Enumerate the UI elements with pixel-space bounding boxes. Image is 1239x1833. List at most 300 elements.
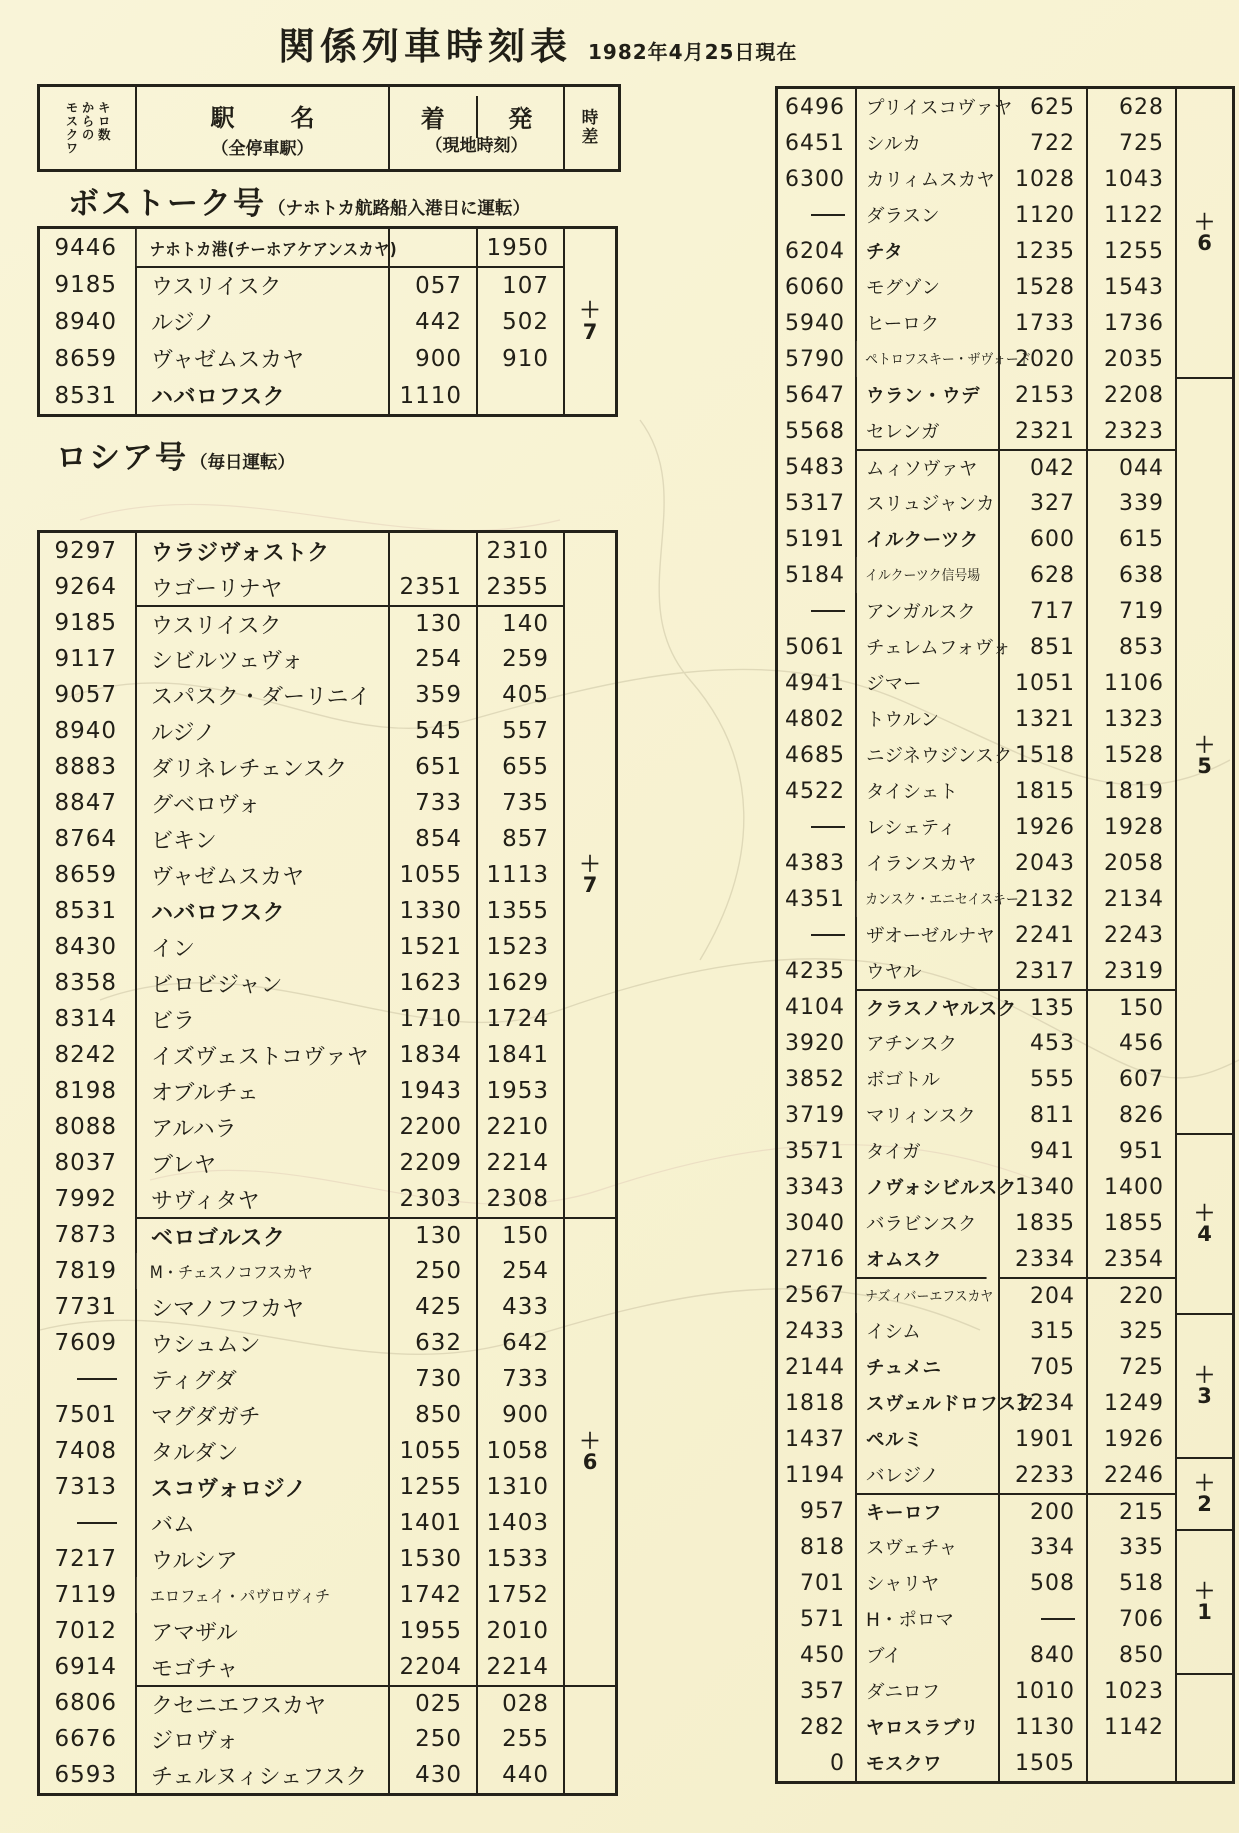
km-cell: 8940 <box>54 718 117 744</box>
station-cell: オブルチェ <box>135 1073 388 1109</box>
departure-time-cell: 107 <box>476 266 563 303</box>
departure-time-cell: 259 <box>476 641 563 677</box>
time-diff-value: ＋ 5 <box>1194 732 1215 778</box>
station-cell: ビラ <box>135 1001 388 1037</box>
km-cell: 9297 <box>54 538 117 564</box>
departure-time-cell: 900 <box>476 1397 563 1433</box>
arrival-time-cell: 1235 <box>998 233 1086 269</box>
arrival-time-cell: 1505 <box>998 1745 1086 1781</box>
km-cell: 701 <box>800 1570 845 1596</box>
departure-time-cell: 719 <box>1086 593 1175 629</box>
km-cell: 1818 <box>785 1390 845 1416</box>
km-cell: 4235 <box>785 958 845 984</box>
departure-time-cell: 2323 <box>1086 413 1175 449</box>
departure-time-cell: 1323 <box>1086 701 1175 737</box>
km-cell: 8659 <box>54 862 117 888</box>
station-cell: イルクーツク <box>855 521 998 557</box>
km-cell: 8198 <box>54 1078 117 1104</box>
station-cell: エロフェイ・パヴロヴィチ <box>135 1577 368 1613</box>
km-cell: 8883 <box>54 754 117 780</box>
arrival-time-cell: 625 <box>998 89 1086 125</box>
departure-time-cell: 502 <box>476 303 563 340</box>
departure-time-cell: 1855 <box>1086 1205 1175 1241</box>
departure-time-cell: 2134 <box>1086 881 1175 917</box>
departure-time-cell: 1724 <box>476 1001 563 1037</box>
km-from-moscow-header <box>40 87 135 169</box>
departure-time-cell: 1249 <box>1086 1385 1175 1421</box>
arrival-time-cell: 2200 <box>388 1109 476 1145</box>
arrival-time-cell: 1733 <box>998 305 1086 341</box>
departure-time-cell: 1113 <box>476 857 563 893</box>
departure-time-cell: 706 <box>1086 1601 1175 1637</box>
all-stops-note: （全停車駅） <box>211 138 314 159</box>
departure-time-cell: 1752 <box>476 1577 563 1613</box>
time-difference-cell <box>1175 1673 1232 1781</box>
station-cell: チタ <box>855 233 998 269</box>
arrival-time-cell: 508 <box>998 1565 1086 1601</box>
station-cell: シルカ <box>855 125 998 161</box>
station-cell: アンガルスク <box>855 593 998 629</box>
km-cell: 8659 <box>54 345 117 372</box>
km-cell: 8847 <box>54 790 117 816</box>
arrival-time-cell: 453 <box>998 1025 1086 1061</box>
station-cell: ハバロフスク <box>135 377 388 414</box>
departure-time-cell: 733 <box>476 1361 563 1397</box>
departure-time-cell: 2310 <box>476 533 563 569</box>
departure-time-cell: 1142 <box>1086 1709 1175 1745</box>
station-cell: タルダン <box>135 1433 388 1469</box>
station-cell: ノヴォシビルスク <box>855 1169 998 1205</box>
departure-time-cell: 456 <box>1086 1025 1175 1061</box>
time-diff-value: ＋ 4 <box>1194 1200 1215 1246</box>
km-cell: 6204 <box>785 238 845 264</box>
departure-time-cell: 1043 <box>1086 161 1175 197</box>
station-cell: シャリヤ <box>855 1565 998 1601</box>
km-cell: 4522 <box>785 778 845 804</box>
departure-time-cell: 044 <box>1086 449 1175 485</box>
station-cell: スヴェチャ <box>855 1529 998 1565</box>
station-cell: ウラジヴォストク <box>135 533 388 569</box>
no-value-dash <box>77 1378 117 1380</box>
arrival-time-cell: 1028 <box>998 161 1086 197</box>
km-cell: 6496 <box>785 94 845 120</box>
km-cell: 571 <box>800 1606 845 1632</box>
station-cell: タイガ <box>855 1133 998 1169</box>
arrival-time-cell: 2241 <box>998 917 1086 953</box>
arrival-time-cell: 1943 <box>388 1073 476 1109</box>
km-header-line1: モスクワ <box>63 101 79 155</box>
page-title: 関係列車時刻表 <box>278 25 572 68</box>
km-cell: 8358 <box>54 970 117 996</box>
station-cell: ヴャゼムスカヤ <box>135 340 388 377</box>
km-cell: 3920 <box>785 1030 845 1056</box>
km-cell: 7731 <box>54 1294 117 1320</box>
departure-time-cell: 2243 <box>1086 917 1175 953</box>
as-of-date: 1982年4月25日現在 <box>588 40 798 64</box>
km-cell: 3852 <box>785 1066 845 1092</box>
station-cell: クラスノヤルスク <box>855 989 998 1025</box>
km-cell: 4351 <box>785 886 845 912</box>
km-cell: 7873 <box>54 1222 117 1248</box>
arrival-time-cell: 130 <box>388 1217 476 1253</box>
time-difference-cell <box>1175 1529 1232 1673</box>
departure-time-cell: 433 <box>476 1289 563 1325</box>
station-cell: バム <box>135 1505 388 1541</box>
station-cell: ベロゴルスク <box>135 1217 388 1253</box>
station-cell: ビロビジャン <box>135 965 388 1001</box>
vostok-train-name: ボストーク号 <box>68 186 266 222</box>
km-cell: 9264 <box>54 574 117 600</box>
no-value-dash <box>811 610 845 612</box>
departure-time-cell: 2319 <box>1086 953 1175 989</box>
arrival-time-cell: 2351 <box>388 569 476 605</box>
station-cell: モスクワ <box>855 1745 998 1781</box>
time-diff-char1: 時 <box>581 108 599 128</box>
station-cell: レシェティ <box>855 809 998 845</box>
station-name-header <box>135 87 388 169</box>
departure-time-cell: 1058 <box>476 1433 563 1469</box>
rossiya-timetable-right-continuation <box>775 86 1235 1784</box>
departure-time-cell: 1255 <box>1086 233 1175 269</box>
km-cell: 957 <box>800 1498 845 1524</box>
station-cell: ルジノ <box>135 303 388 340</box>
arrival-time-cell: 334 <box>998 1529 1086 1565</box>
arrival-time-cell: 1742 <box>388 1577 476 1613</box>
departure-time-cell: 339 <box>1086 485 1175 521</box>
departure-time-cell: 1122 <box>1086 197 1175 233</box>
departure-time-cell: 2214 <box>476 1145 563 1181</box>
departure-time-cell: 725 <box>1086 125 1175 161</box>
time-difference-cell <box>563 229 615 414</box>
station-cell: ジロヴォ <box>135 1721 388 1757</box>
arrival-time-cell: 042 <box>998 449 1086 485</box>
km-cell: 3571 <box>785 1138 845 1164</box>
arrival-time-cell: 1255 <box>388 1469 476 1505</box>
time-difference-cell <box>563 533 615 1217</box>
departure-time-cell: 150 <box>476 1217 563 1253</box>
km-cell: 9185 <box>54 271 117 298</box>
rossiya-train-title <box>56 432 295 477</box>
departure-time-cell: 1400 <box>1086 1169 1175 1205</box>
km-cell: 8764 <box>54 826 117 852</box>
station-cell: ウシュムン <box>135 1325 388 1361</box>
station-cell: スリュジャンカ <box>855 485 998 521</box>
km-cell: 7012 <box>54 1618 117 1644</box>
station-cell: ウゴーリナヤ <box>135 569 388 605</box>
station-cell: ザオーゼルナヤ <box>855 917 998 953</box>
km-cell: 5483 <box>785 454 845 480</box>
departure-time-cell: 1543 <box>1086 269 1175 305</box>
km-cell <box>40 1505 135 1541</box>
km-cell: 7992 <box>54 1186 117 1212</box>
arrival-time-cell: 2020 <box>998 341 1086 377</box>
departure-time-cell: 1023 <box>1086 1673 1175 1709</box>
arrival-time-cell: 1835 <box>998 1205 1086 1241</box>
arrival-time-cell: 1120 <box>998 197 1086 233</box>
km-cell: 8037 <box>54 1150 117 1176</box>
station-cell: アルハラ <box>135 1109 388 1145</box>
station-cell: チェルヌィシェフスク <box>135 1757 388 1793</box>
station-cell: ウスリイスク <box>135 266 388 303</box>
km-header-line3: キロ数 <box>96 101 112 142</box>
km-cell: 3343 <box>785 1174 845 1200</box>
arrival-time-cell: 733 <box>388 785 476 821</box>
km-cell: 818 <box>800 1534 845 1560</box>
station-cell: シマノフフカヤ <box>135 1289 388 1325</box>
departure-time-cell: 2058 <box>1086 845 1175 881</box>
departure-time-cell: 2010 <box>476 1613 563 1649</box>
arrival-time-cell: 1130 <box>998 1709 1086 1745</box>
arrival-time-cell: 135 <box>998 989 1086 1025</box>
km-cell: 4941 <box>785 670 845 696</box>
vostok-train-title <box>68 178 530 223</box>
arrival-time-cell: 315 <box>998 1313 1086 1349</box>
km-cell: 450 <box>800 1642 845 1668</box>
arrival-time-cell: 2043 <box>998 845 1086 881</box>
arrival-time-cell: 1518 <box>998 737 1086 773</box>
arrival-time-cell: 854 <box>388 821 476 857</box>
km-cell: 7408 <box>54 1438 117 1464</box>
vostok-operation-note: （ナホトカ航路船入港日に運転） <box>268 199 530 219</box>
departure-time-cell: 335 <box>1086 1529 1175 1565</box>
station-cell: ダリネレチェンスク <box>135 749 388 785</box>
departure-time-cell: 1841 <box>476 1037 563 1073</box>
station-cell: ボゴトル <box>855 1061 998 1097</box>
km-cell: 7609 <box>54 1330 117 1356</box>
departure-time-cell: 2354 <box>1086 1241 1175 1277</box>
departure-time-cell: 853 <box>1086 629 1175 665</box>
station-cell: ヒーロク <box>855 305 998 341</box>
station-cell: スパスク・ダーリニイ <box>135 677 388 713</box>
km-cell: 5061 <box>785 634 845 660</box>
arrival-time-cell: 2334 <box>998 1241 1086 1277</box>
station-cell: チュメニ <box>855 1349 998 1385</box>
arrival-time-cell: 1110 <box>388 377 476 414</box>
station-cell: キーロフ <box>855 1493 998 1529</box>
departure-time-cell: 140 <box>476 605 563 641</box>
arrival-time-cell: 1901 <box>998 1421 1086 1457</box>
departure-time-cell: 215 <box>1086 1493 1175 1529</box>
arrival-time-cell: 555 <box>998 1061 1086 1097</box>
departure-time-cell: 325 <box>1086 1313 1175 1349</box>
arrival-time-cell: 1010 <box>998 1673 1086 1709</box>
km-cell <box>40 1361 135 1397</box>
station-cell: ナズィバーエフスカヤ <box>855 1277 987 1313</box>
arrival-time-cell: 250 <box>388 1253 476 1289</box>
time-difference-cell <box>563 1685 615 1793</box>
km-cell: 5790 <box>785 346 845 372</box>
departure-time-cell <box>476 377 563 414</box>
arrival-time-cell: 2303 <box>388 1181 476 1217</box>
station-cell: タイシェト <box>855 773 998 809</box>
station-cell: ブレヤ <box>135 1145 388 1181</box>
arrival-time-cell: 2317 <box>998 953 1086 989</box>
depart-header-label: 発 <box>476 96 564 138</box>
station-cell: ムィソヴァヤ <box>855 449 998 485</box>
time-difference-cell <box>1175 1457 1232 1529</box>
station-cell: ブイ <box>855 1637 998 1673</box>
station-cell: イズヴェストコヴァヤ <box>135 1037 388 1073</box>
arrival-time-cell: 1815 <box>998 773 1086 809</box>
local-time-note: （現地時刻） <box>425 135 528 156</box>
time-diff-value: ＋ 2 <box>1194 1470 1215 1516</box>
arrival-time-cell: 1530 <box>388 1541 476 1577</box>
km-cell: 5647 <box>785 382 845 408</box>
no-value-dash <box>811 214 845 216</box>
station-cell: ハバロフスク <box>135 893 388 929</box>
time-difference-header <box>563 87 615 169</box>
km-cell: 5317 <box>785 490 845 516</box>
arrival-time-cell: 1623 <box>388 965 476 1001</box>
km-cell: 7819 <box>54 1258 117 1284</box>
arrival-time-cell: 1330 <box>388 893 476 929</box>
km-cell: 7313 <box>54 1474 117 1500</box>
arrival-time-cell: 1321 <box>998 701 1086 737</box>
station-cell: ニジネウジンスク <box>855 737 998 773</box>
station-cell: ルジノ <box>135 713 388 749</box>
time-difference-cell <box>563 1217 615 1685</box>
km-cell: 9057 <box>54 682 117 708</box>
arrival-time-cell: 600 <box>998 521 1086 557</box>
km-cell <box>778 593 855 629</box>
departure-time-cell: 1950 <box>476 229 563 266</box>
arrival-time-cell: 359 <box>388 677 476 713</box>
departure-time-cell: 642 <box>476 1325 563 1361</box>
arrival-time-cell: 1926 <box>998 809 1086 845</box>
departure-time-cell <box>1086 1745 1175 1781</box>
km-cell: 6451 <box>785 130 845 156</box>
km-cell: 8088 <box>54 1114 117 1140</box>
departure-time-cell: 1403 <box>476 1505 563 1541</box>
departure-time-cell: 951 <box>1086 1133 1175 1169</box>
departure-time-cell: 655 <box>476 749 563 785</box>
arrival-time-cell: 430 <box>388 1757 476 1793</box>
arrival-time-cell: 2132 <box>998 881 1086 917</box>
km-cell: 282 <box>800 1714 845 1740</box>
km-cell: 5191 <box>785 526 845 552</box>
station-cell: ビキン <box>135 821 388 857</box>
arrival-time-cell: 651 <box>388 749 476 785</box>
departure-time-cell: 2035 <box>1086 341 1175 377</box>
km-cell <box>778 809 855 845</box>
time-difference-cell <box>1175 377 1232 1133</box>
arrival-time-cell: 1055 <box>388 857 476 893</box>
station-cell: ペトロフスキー・ザヴォード <box>855 341 987 377</box>
station-cell: ウスリイスク <box>135 605 388 641</box>
arrival-time-cell: 1521 <box>388 929 476 965</box>
km-cell: 9117 <box>54 646 117 672</box>
departure-time-cell: 857 <box>476 821 563 857</box>
arrive-header-label: 着 <box>420 105 445 133</box>
departure-time-cell: 607 <box>1086 1061 1175 1097</box>
station-cell: ウヤル <box>855 953 998 989</box>
station-cell: バラビンスク <box>855 1205 998 1241</box>
station-cell: プリイスコヴァヤ <box>855 89 998 125</box>
arrival-time-cell: 130 <box>388 605 476 641</box>
time-diff-value: ＋ 1 <box>1194 1578 1215 1624</box>
departure-time-cell: 2210 <box>476 1109 563 1145</box>
station-cell: グベロヴォ <box>135 785 388 821</box>
departure-time-cell: 220 <box>1086 1277 1175 1313</box>
departure-time-cell: 1928 <box>1086 809 1175 845</box>
arrival-time-cell: 941 <box>998 1133 1086 1169</box>
station-cell: モゴチャ <box>135 1649 388 1685</box>
station-header-label: 駅 名 <box>210 103 331 132</box>
km-cell: 8531 <box>54 898 117 924</box>
station-cell: スコヴォロジノ <box>135 1469 388 1505</box>
arrival-time-cell: 811 <box>998 1097 1086 1133</box>
station-cell: トウルン <box>855 701 998 737</box>
time-difference-cell <box>1175 89 1232 377</box>
station-cell: チェレムフォヴォ <box>855 629 998 665</box>
km-cell: 0 <box>830 1750 845 1776</box>
km-cell: 6806 <box>54 1690 117 1716</box>
km-cell: 5184 <box>785 562 845 588</box>
station-cell: アマザル <box>135 1613 388 1649</box>
time-diff-value: ＋ 7 <box>579 851 601 897</box>
departure-time-cell: 615 <box>1086 521 1175 557</box>
arrival-time-cell: 2209 <box>388 1145 476 1181</box>
departure-time-cell: 628 <box>1086 89 1175 125</box>
arrival-departure-header <box>388 87 563 169</box>
departure-time-cell: 638 <box>1086 557 1175 593</box>
km-cell: 6676 <box>54 1726 117 1752</box>
departure-time-cell: 2308 <box>476 1181 563 1217</box>
arrival-time-cell: 717 <box>998 593 1086 629</box>
km-cell: 4383 <box>785 850 845 876</box>
km-cell: 4685 <box>785 742 845 768</box>
arrival-time-cell: 1528 <box>998 269 1086 305</box>
station-cell: ティグダ <box>135 1361 388 1397</box>
arrival-time-cell: 730 <box>388 1361 476 1397</box>
time-diff-value: ＋ 3 <box>1194 1362 1215 1408</box>
km-cell: 7217 <box>54 1546 117 1572</box>
station-cell: モグゾン <box>855 269 998 305</box>
station-cell: H・ポロマ <box>855 1601 998 1637</box>
station-cell: ペルミ <box>855 1421 998 1457</box>
arrival-time-cell <box>998 1601 1086 1637</box>
station-cell: ウラン・ウデ <box>855 377 998 413</box>
km-cell: 8242 <box>54 1042 117 1068</box>
time-difference-cell <box>1175 1133 1232 1313</box>
station-cell: イランスカヤ <box>855 845 998 881</box>
arrival-time-cell: 2321 <box>998 413 1086 449</box>
departure-time-cell: 440 <box>476 1757 563 1793</box>
departure-time-cell: 1355 <box>476 893 563 929</box>
rossiya-operation-note: （毎日運転） <box>190 453 295 473</box>
departure-time-cell: 1528 <box>1086 737 1175 773</box>
station-cell: バレジノ <box>855 1457 998 1493</box>
arrival-time-cell: 1401 <box>388 1505 476 1541</box>
departure-time-cell: 254 <box>476 1253 563 1289</box>
km-cell: 8314 <box>54 1006 117 1032</box>
station-cell: スヴェルドロフスク <box>855 1385 998 1421</box>
km-cell: 9446 <box>54 234 117 261</box>
station-cell: アチンスク <box>855 1025 998 1061</box>
arrival-time-cell: 2204 <box>388 1649 476 1685</box>
station-cell: カリィムスカヤ <box>855 161 998 197</box>
station-cell: シビルツェヴォ <box>135 641 388 677</box>
km-cell: 6914 <box>54 1654 117 1680</box>
arrival-time-cell: 705 <box>998 1349 1086 1385</box>
station-cell: ヤロスラブリ <box>855 1709 998 1745</box>
arrival-time-cell: 025 <box>388 1685 476 1721</box>
departure-time-cell: 150 <box>1086 989 1175 1025</box>
km-cell <box>778 197 855 233</box>
station-cell: ウルシア <box>135 1541 388 1577</box>
station-cell: ダニロフ <box>855 1673 998 1709</box>
departure-time-cell: 2214 <box>476 1649 563 1685</box>
